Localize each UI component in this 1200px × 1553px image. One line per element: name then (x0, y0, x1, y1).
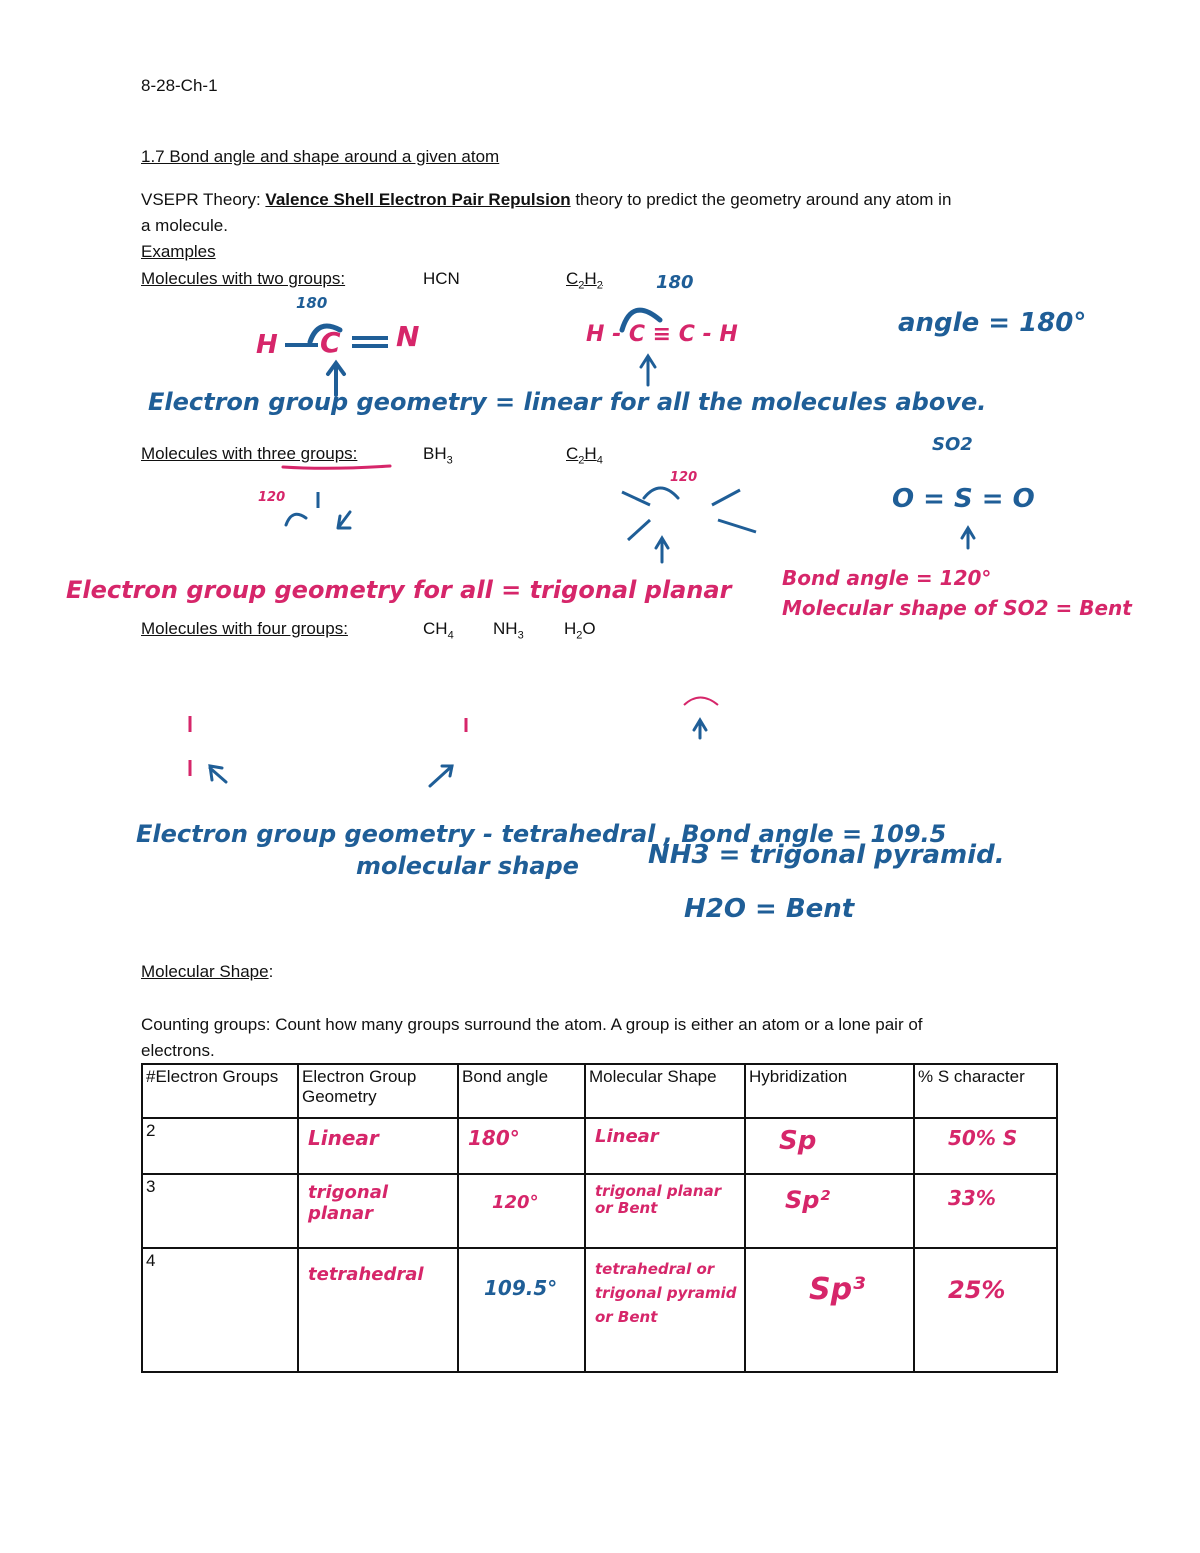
hw-cell-text: Linear (595, 1126, 659, 1147)
cell-groups: 4 (142, 1248, 298, 1372)
table-header: Bond angle (458, 1064, 585, 1118)
formula-sub: 4 (596, 454, 603, 467)
cell-s-char (914, 1174, 1057, 1248)
heading-text: Molecular Shape (141, 962, 269, 981)
cell-groups: 2 (142, 1118, 298, 1174)
formula-part: H (564, 619, 577, 638)
hw-trigonal-geometry: Electron group geometry for all = trigonal planar (66, 576, 732, 604)
table-header: Electron Group Geometry (298, 1064, 458, 1118)
hw-cell-text: 50% S (948, 1126, 1018, 1150)
hw-tetrahedral-geometry: Electron group geometry - tetrahedral , Bond angle = 109.5 (136, 820, 947, 848)
hw-cell-text: Sp (779, 1126, 817, 1156)
counting-line1: Counting groups: Count how many groups surround the atom. A group is either an atom or a lone pair of (141, 1015, 923, 1034)
hw-cell-text: 109.5° (484, 1276, 558, 1300)
cell-shape (585, 1174, 745, 1248)
hw-cell-text: trigonal planar or Bent (595, 1182, 722, 1218)
hw-linear-geometry: Electron group geometry = linear for all the molecules above. (148, 388, 987, 416)
hw-cell-text: 120° (492, 1192, 539, 1213)
counting-line2: electrons. (141, 1041, 215, 1060)
cell-geometry (298, 1174, 458, 1248)
three-groups-label: Molecules with three groups: (141, 444, 358, 463)
formula-part: C (566, 269, 579, 288)
hw-nh3-shape: NH3 = trigonal pyramid. (648, 840, 1005, 870)
table-row (142, 1174, 1057, 1248)
hw-cell-text: tetrahedral or trigonal pyramid or Bent (595, 1260, 737, 1326)
cell-angle (458, 1118, 585, 1174)
hw-cell-text: Sp² (785, 1186, 830, 1214)
two-groups-label: Molecules with two groups: (141, 269, 346, 288)
formula-part: O (582, 619, 596, 638)
formula-part: CH (423, 619, 448, 638)
hw-cell-text: Sp³ (809, 1272, 866, 1307)
table-header: Hybridization (745, 1064, 914, 1118)
table-header: Molecular Shape (585, 1064, 745, 1118)
formula-part: H (584, 269, 597, 288)
hw-hcn-n: N (396, 320, 420, 353)
table-header: #Electron Groups (142, 1064, 298, 1118)
hw-angle-180: angle = 180° (898, 308, 1087, 338)
hw-so2-struct: O = S = O (892, 484, 1035, 514)
hw-cell-text: 25% (948, 1276, 1006, 1304)
hw-cell-text: trigonal planar (308, 1182, 389, 1224)
cell-angle (458, 1248, 585, 1372)
hw-bond-angle-120: Bond angle = 120° (782, 566, 992, 590)
vsepr-rest1: theory to predict the geometry around any atom in (570, 190, 952, 209)
formula-sub: 2 (596, 279, 603, 292)
formula-sub: 2 (578, 279, 585, 292)
hw-hcn-c: C (320, 326, 341, 359)
section-title: 1.7 Bond angle and shape around a given atom (141, 147, 500, 166)
vsepr-line2: a molecule. (141, 216, 228, 235)
hw-cell-text: 33% (948, 1186, 996, 1210)
date-label: 8-28-Ch-1 (141, 76, 218, 95)
formula-sub: 3 (446, 454, 453, 467)
formula-sub: 2 (578, 454, 585, 467)
four-groups-label: Molecules with four groups: (141, 619, 348, 638)
hw-h2o-shape: H2O = Bent (684, 894, 855, 924)
hw-bh3-angle: 120 (258, 490, 286, 505)
formula-part: H (584, 444, 597, 463)
cell-s-char (914, 1118, 1057, 1174)
vsepr-term: Valence Shell Electron Pair Repulsion (265, 190, 571, 209)
hw-hcn-h: H (256, 330, 278, 360)
cell-shape (585, 1118, 745, 1174)
cell-angle (458, 1174, 585, 1248)
hw-so2-label: SO2 (932, 434, 973, 455)
table-header: % S character (914, 1064, 1057, 1118)
table-row (142, 1248, 1057, 1372)
cell-hybrid (745, 1118, 914, 1174)
hw-c2h4-angle: 120 (670, 470, 698, 485)
hw-cell-text: tetrahedral (308, 1264, 424, 1285)
hw-c2h2-angle: 180 (656, 272, 694, 293)
formula-part: BH (423, 444, 447, 463)
hw-so2-shape: Molecular shape of SO2 = Bent (782, 596, 1132, 620)
formula-sub: 3 (517, 629, 524, 642)
examples-label: Examples (141, 242, 216, 261)
table-header-row (142, 1064, 1057, 1118)
hw-hcn-angle: 180 (296, 294, 328, 312)
vsepr-label: VSEPR Theory: (141, 190, 261, 209)
hw-c2h2-struct: H - C ≡ C - H (586, 322, 738, 347)
cell-geometry (298, 1248, 458, 1372)
formula-sub: 2 (576, 629, 583, 642)
molecule-hcn: HCN (423, 269, 460, 288)
formula-part: C (566, 444, 579, 463)
hybridization-table (141, 1063, 1058, 1373)
hw-cell-text: 180° (468, 1126, 520, 1150)
cell-hybrid (745, 1174, 914, 1248)
formula-sub: 4 (447, 629, 454, 642)
heading-colon: : (268, 962, 274, 981)
cell-groups: 3 (142, 1174, 298, 1248)
table-row (142, 1118, 1057, 1174)
cell-shape (585, 1248, 745, 1372)
hw-cell-text: Linear (308, 1126, 379, 1150)
cell-s-char (914, 1248, 1057, 1372)
hw-shape-label: molecular shape (356, 852, 579, 880)
cell-hybrid (745, 1248, 914, 1372)
cell-geometry (298, 1118, 458, 1174)
formula-part: NH (493, 619, 518, 638)
